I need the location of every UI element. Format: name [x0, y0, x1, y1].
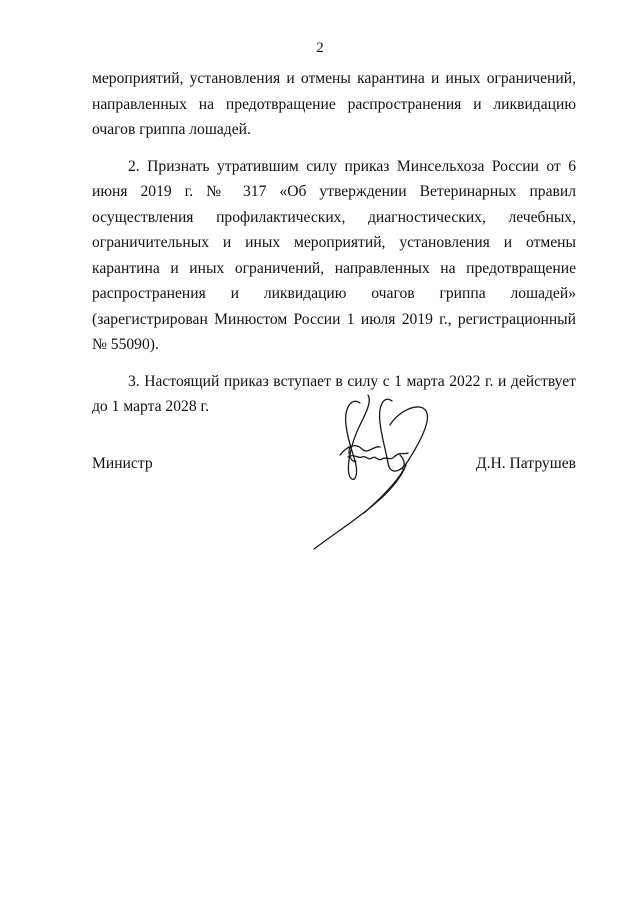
paragraph-item-2: 2. Признать утратившим силу приказ Минсельхоза России от 6 июня 2019 г. № 317 «Об утверждении Ветеринарных правил осуществления профилактических, диагностических, лечебных, ограничительных и иных мероприятий, установления и отмены карантина и иных ограничений, направленных на предотвращение распространения и ликвидацию очагов гриппа лошадей» (зарегистрирован Минюстом России 1 июля 2019 г., регистрационный № 55090).: [92, 157, 576, 353]
page-number: 2: [316, 40, 324, 56]
handwritten-signature: [300, 385, 450, 560]
paragraph-continuation: мероприятий, установления и отмены карантина и иных ограничений, направленных на предотвращение распространения и ликвидацию очагов гриппа лошадей.: [92, 70, 576, 138]
paragraph-item-3: 3. Настоящий приказ вступает в силу с 1 марта 2022 г. и действует до 1 марта 2028 г.: [92, 372, 576, 415]
document-body: [92, 66, 576, 420]
signer-name: Д.Н. Патрушев: [475, 455, 576, 472]
signer-title: Министр: [92, 455, 153, 472]
